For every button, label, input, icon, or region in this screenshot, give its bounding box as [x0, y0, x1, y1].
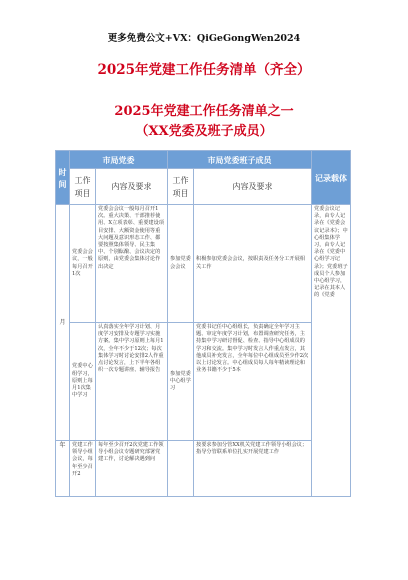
row-item-members: 参加党委会会议 — [168, 205, 194, 323]
group-header-committee: 市局党委 — [70, 151, 168, 169]
header-ad-line: 更多免费公文+VX：QiGeGongWen2024 — [107, 33, 301, 44]
row-content: 每年至少召开2次党建工作领导小组会议专题研究部署党建工作，讨论解决遇到问 — [96, 441, 168, 497]
col-header-item-members: 工作项目 — [168, 169, 194, 205]
table-row — [56, 441, 351, 497]
time-column-header: 时间 — [56, 151, 70, 205]
table-row — [56, 205, 351, 323]
notes-column-header: 记录载体 — [312, 151, 351, 205]
row-content-members: 党委书记任中心组组长，负责确定全年学习主题、审定年度学习计划，布置调查研究任务，主持集中学习研讨督促、检查、指导中心组成员的学习和交流。集中学习时发言人作重点发言，其他成员补充发言，全年每位中心组成员至少作2次以上讨论发言。中心组成员每人每年精读理论和业务书籍不少于5本 — [194, 323, 312, 441]
row-item: 党委会会议，一般每月召开1次 — [70, 205, 96, 323]
row-content: 认真落实全年学习计划、月度学习安排及专题学习实施方案。集中学习原则上每月1次，全年不少于12次；每次集体学习时讨论安排2人作重点讨论发言，上下半年各组织一次专题讲座、辅导报告 — [96, 323, 168, 441]
row-content: 党委会会议一般每月召开1次。重大决策、干部推荐使用、X立项表彰、重要建设项目安排、大额资金使用等重大问题及意识形态工作、都要按照集体领导、民主集中、个别酝酿、会议决定的原则，由党委会集体讨论作出决定 — [96, 205, 168, 323]
document-title: 2025年党建工作任务清单（齐全） — [97, 62, 311, 78]
col-header-item: 工作项目 — [70, 169, 96, 205]
time-cell-month: 月 — [56, 205, 70, 441]
col-header-content: 内容及要求 — [96, 169, 168, 205]
time-cell-year: 年 — [56, 441, 70, 497]
document-subtitle-scope: （XX党委及班子成员） — [135, 124, 273, 139]
row-content-members: 积极参加党委会会议，按职责及任务分工开展相关工作 — [194, 205, 312, 323]
row-item-members — [168, 441, 194, 497]
notes-cell: 党委会议记录，由专人记录在《党委会议记录本》；中心组集体学习，由专人记录在《党委中心组学习记录》；党委班子成员个人参加中心组学习，记录在其本人的《党委 — [312, 205, 351, 497]
table-row — [56, 323, 351, 441]
row-content-members: 按要求参加分管XX机关党建工作领导小组会议；指导分管联系单位扎实开展党建工作 — [194, 441, 312, 497]
group-header-members: 市局党委班子成员 — [168, 151, 312, 169]
row-item-members: 参加党委中心组学习 — [168, 323, 194, 441]
document-subtitle: 2025年党建工作任务清单之一 — [114, 104, 294, 119]
col-header-content-members: 内容及要求 — [194, 169, 312, 205]
row-item: 党委中心组学习，原则上每月1次集中学习 — [70, 323, 96, 441]
task-table — [55, 150, 351, 497]
row-item: 党建工作领导小组会议，每年至少召开2 — [70, 441, 96, 497]
